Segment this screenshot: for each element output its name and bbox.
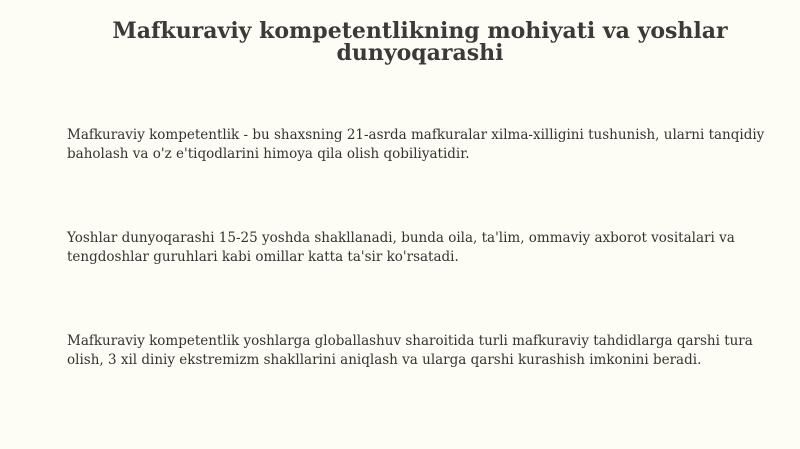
slide-title: Mafkuraviy kompetentlikning mohiyati va yoshlar dunyoqarashi	[112, 18, 728, 66]
paragraph-youth-worldview: Yoshlar dunyoqarashi 15-25 yoshda shakllanadi, bunda oila, ta'lim, ommaviy axborot vositalari va tengdoshlar guruhlari kabi omillar katta ta'sir ko'rsatadi.	[67, 230, 735, 265]
paragraph-competence-definition: Mafkuraviy kompetentlik - bu shaxsning 21-asrda mafkuralar xilma-xilligini tushunish, ularni tanqidiy baholash va o'z e'tiqodlarini himoya qila olish qobiliyatidir.	[67, 127, 765, 162]
paragraph-ideological-threats: Mafkuraviy kompetentlik yoshlarga globallashuv sharoitida turli mafkuraviy tahdidlarga qarshi tura olish, 3 xil diniy ekstremizm shakllarini aniqlash va ularga qarshi kurashish imkonini beradi.	[67, 333, 753, 368]
